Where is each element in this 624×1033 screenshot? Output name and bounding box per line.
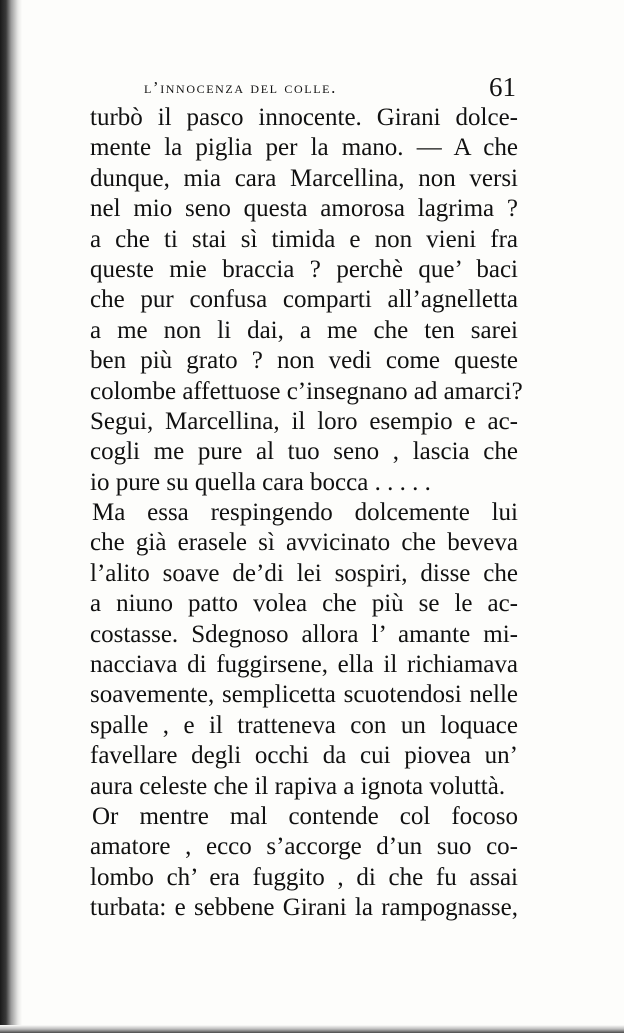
text-line: mente la piglia per la mano. — A che <box>90 134 518 162</box>
text-line: aura celeste che il rapiva a ignota voluttà. <box>90 772 506 800</box>
text-line: nacciava di fuggirsene, ella il richiamava <box>90 651 518 679</box>
text-line: l’alito soave de’di lei sospiri, disse che <box>90 559 518 587</box>
body-text <box>90 103 523 924</box>
text-line: io pure su quella cara bocca . . . . . <box>90 468 431 496</box>
page-bottom-edge <box>0 1025 624 1033</box>
text-line: spalle , e il tratteneva con un loquace <box>90 711 518 739</box>
text-line: a me non li dai, a me che ten sarei <box>90 316 518 344</box>
text-line: che già erasele sì avvicinato che beveva <box>90 529 518 557</box>
text-line: queste mie braccia ? perchè que’ baci <box>90 255 518 283</box>
text-line: nel mio seno questa amorosa lagrima ? <box>90 195 518 223</box>
text-line: favellare degli occhi da cui piovea un’ <box>90 742 518 770</box>
text-line: amatore , ecco s’accorge d’un suo co- <box>90 833 518 861</box>
text-line: Or mentre mal contende col focoso <box>92 802 518 830</box>
running-head <box>144 74 516 104</box>
text-line: a niuno patto volea che più se le ac- <box>90 590 518 618</box>
text-line: turbata: e sebbene Girani la rampognasse, <box>90 894 518 922</box>
page-number: 61 <box>489 72 516 102</box>
text-line: costasse. Sdegnoso allora l’ amante mi- <box>90 620 518 648</box>
text-line: soavemente, semplicetta scuotendosi nelle <box>90 681 518 709</box>
text-line: colombe affettuose c’insegnano ad amarci? <box>90 377 523 405</box>
text-line: a che ti stai sì timida e non vieni fra <box>90 225 518 253</box>
text-line: che pur confusa comparti all’agnelletta <box>90 286 518 314</box>
text-line: Ma essa respingendo dolcemente lui <box>92 499 518 527</box>
spine-shadow <box>0 0 22 1033</box>
text-line: Segui, Marcellina, il loro esempio e ac- <box>90 407 518 435</box>
running-title: l’innocenza del colle. <box>144 78 337 97</box>
text-line: dunque, mia cara Marcellina, non versi <box>90 164 518 192</box>
text-line: turbò il pasco innocente. Girani dolce- <box>90 104 518 131</box>
text-line: lombo ch’ era fuggito , di che fu assai <box>90 863 518 891</box>
text-line: ben più grato ? non vedi come queste <box>90 347 518 375</box>
text-line: cogli me pure al tuo seno , lascia che <box>90 438 518 466</box>
